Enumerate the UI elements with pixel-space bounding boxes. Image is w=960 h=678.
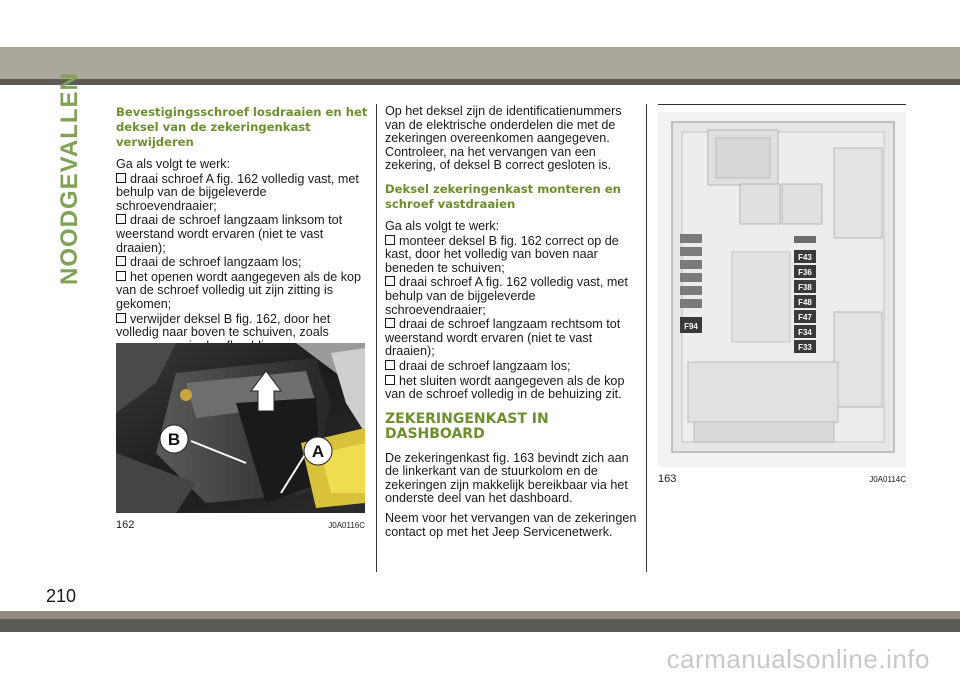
fuse-label: F38 [798, 283, 812, 292]
list-item: het sluiten wordt aangegeven als de kop van de schroef volledig in de behuizing zit. [385, 373, 625, 402]
checkbox-bullet-icon [385, 360, 395, 370]
label-a: A [311, 442, 325, 461]
figure-number: 163 [658, 473, 677, 485]
figure-162-photo [116, 343, 365, 513]
fuse-label: F47 [798, 313, 812, 322]
intro-text: Ga als volgt te werk: [116, 157, 231, 171]
list-item: verwijder deksel B fig. 162, door het volledig naar boven te schuiven, zoals [116, 311, 331, 340]
checkbox-bullet-icon [385, 375, 395, 385]
column-divider [646, 104, 647, 572]
list-item: draai de schroef langzaam rechtsom tot weerstand wordt ervaren (niet te vast draaien); [385, 317, 621, 359]
engine-bay-photo [116, 343, 365, 513]
fusebox-location-paragraph: De zekeringenkast fig. 163 bevindt zich aan de linkerkant van de stuurkolom en de zekeringen zijn makkelijk bereikbaar via het onderste deel van het dashboard. [385, 450, 629, 506]
figure-top-rule [658, 104, 906, 105]
figure-number: 162 [116, 519, 135, 531]
section-title: ZEKERINGENKAST IN DASHBOARD [385, 410, 549, 442]
column-divider [376, 104, 377, 572]
list-item: draai de schroef langzaam linksom tot weerstand wordt ervaren (niet te vast draaien); [116, 213, 343, 255]
checkbox-bullet-icon [116, 173, 126, 183]
list-item: draai de schroef langzaam los; [385, 360, 637, 374]
fuse-label: F33 [798, 343, 812, 352]
fuse-label: F34 [798, 328, 812, 337]
checkbox-bullet-icon [385, 276, 395, 286]
subheading-mount-cover: Deksel zekeringenkast monteren en schroef vastdraaien [385, 181, 621, 211]
figure-code: J0A0114C [869, 475, 906, 484]
checkbox-bullet-icon [385, 235, 395, 245]
checkbox-bullet-icon [116, 271, 126, 281]
top-margin [0, 0, 960, 47]
watermark: carmanualsonline.info [666, 644, 930, 674]
header-band [0, 47, 960, 79]
label-b: B [167, 430, 181, 449]
figure-163-fusebox [658, 112, 906, 467]
list-item: draai de schroef langzaam los; [116, 256, 368, 270]
list-item: draai schroef A fig. 162 volledig vast, met behulp van de bijgeleverde schroevendraaier; [116, 171, 359, 213]
list-item: monteer deksel B fig. 162 correct op de kast, door het volledig van boven naar beneden te schuiven; [385, 233, 619, 275]
section-side-title: NOODGEVALLEN [56, 72, 83, 285]
intro-text: Ga als volgt te werk: [385, 218, 500, 233]
footer-band [0, 611, 960, 619]
fuse-label: F36 [798, 268, 812, 277]
footer-stripe [0, 619, 960, 632]
figure-code: J0A0116C [328, 521, 365, 530]
header-stripe [0, 79, 960, 85]
fusebox-drawing [658, 112, 906, 467]
list-item: het openen wordt aangegeven als de kop van de schroef volledig uit zijn zitting is gekomen; [116, 269, 362, 311]
fuse-label: F48 [798, 298, 812, 307]
checkbox-bullet-icon [116, 256, 126, 266]
checkbox-bullet-icon [116, 214, 126, 224]
page-number: 210 [46, 586, 77, 606]
fuse-label: F43 [798, 253, 812, 262]
column-1 [116, 105, 368, 354]
figure-163-caption [658, 473, 906, 487]
fuse-label-left: F94 [684, 322, 698, 331]
checkbox-bullet-icon [385, 318, 395, 328]
subheading-remove-cover: Bevestigingsschroef losdraaien en het deksel van de zekeringenkast verwijderen [116, 105, 368, 149]
figure-162-caption [116, 519, 365, 533]
column-2 [385, 105, 637, 545]
cover-info-paragraph: Op het deksel zijn de identificatienummers van de elektrische onderdelen die met de zekeringen overeenkomen aangegeven. Controleer, na het vervangen van een zekering, of deksel B correct gesloten is. [385, 104, 622, 173]
checkbox-bullet-icon [116, 313, 126, 323]
service-paragraph: Neem voor het vervangen van de zekeringen contact op met het Jeep Servicenetwerk. [385, 511, 637, 539]
list-item: draai schroef A fig. 162 volledig vast, met behulp van de bijgeleverde schroevendraaier; [385, 275, 628, 317]
